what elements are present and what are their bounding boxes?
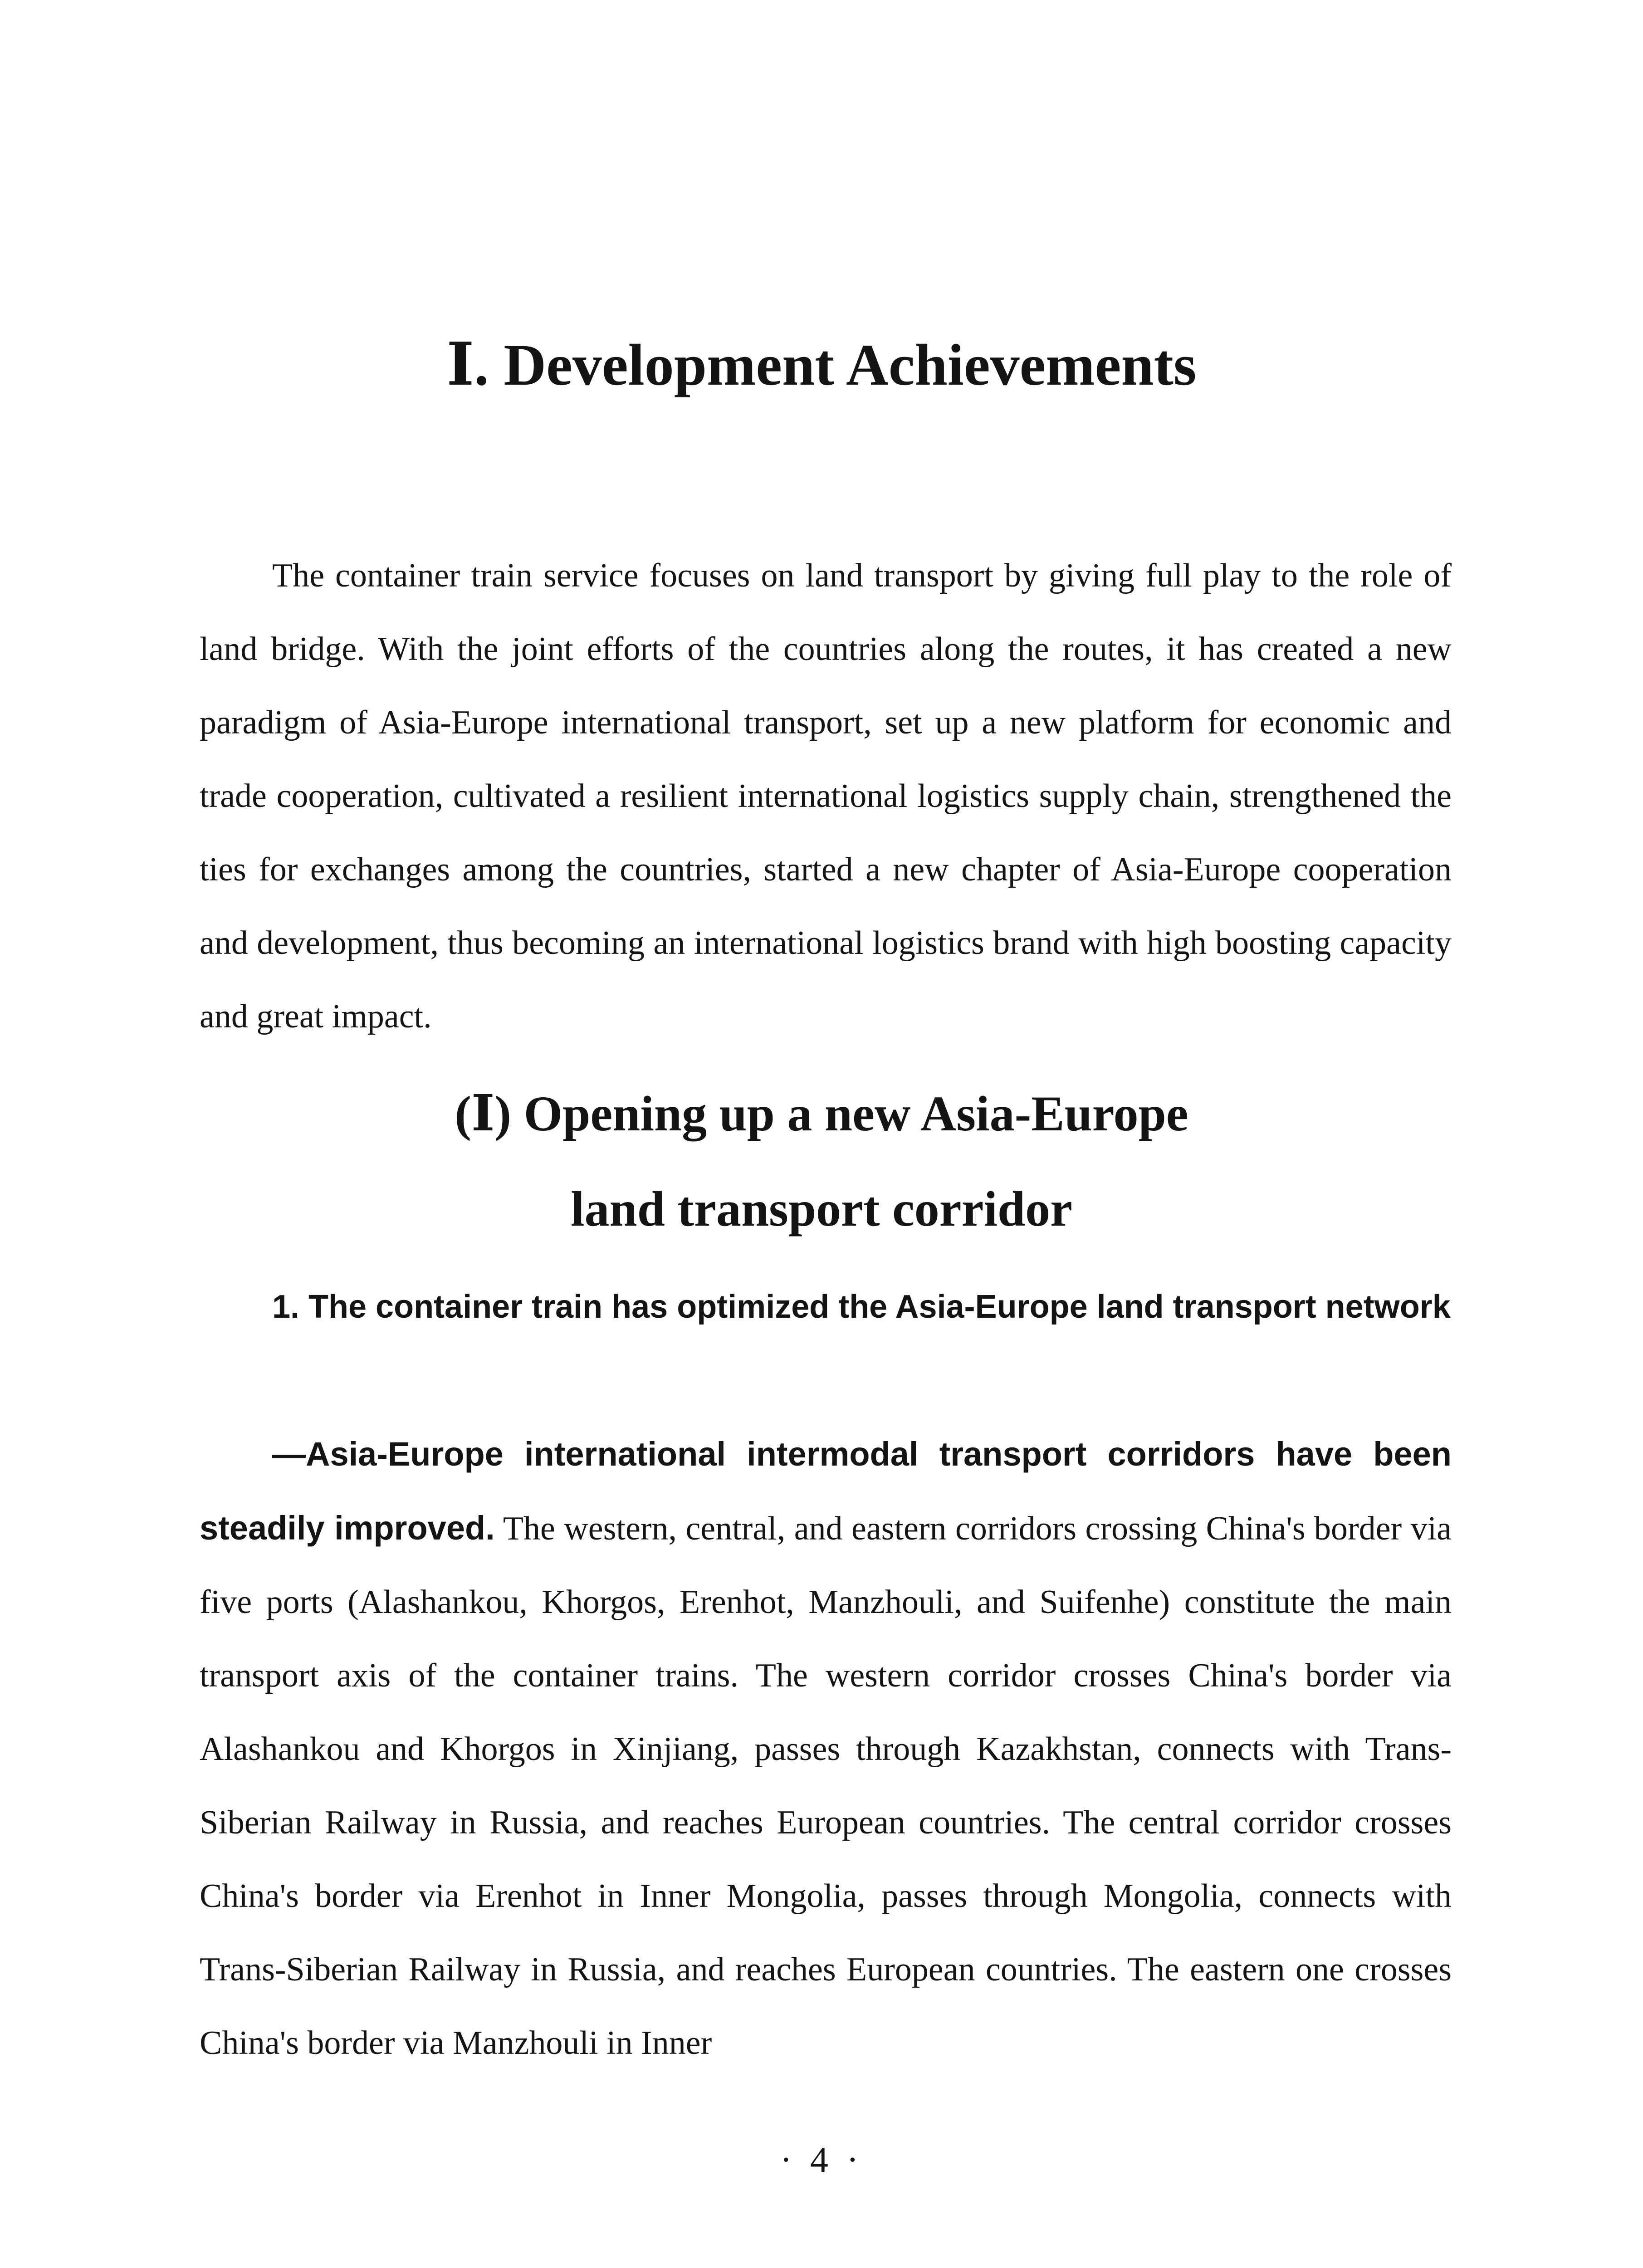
subsection-heading: 1. The container train has optimized the Asia-Europe land transport network	[272, 1289, 1451, 1325]
section-title-line-1: (Ⅰ) Opening up a new Asia-Europe	[455, 1086, 1188, 1141]
section-title	[0, 1066, 1643, 1256]
paragraph-text: The western, central, and eastern corridors crossing China's border via five ports (Alashankou, Khorgos, Erenhot, Manzhouli, and Suifenhe) constitute the main transport axis of the container trains. The western corridor crosses China's border via Alashankou and Khorgos in Xinjiang, passes through Kazakhstan, connects with Trans-Siberian Railway in Russia, and reaches European countries. The central corridor crosses China's border via Erenhot in Inner Mongolia, passes through Mongolia, connects with Trans-Siberian Railway in Russia, and reaches European countries. The eastern one crosses China's border via Manzhouli in Inner	[200, 1510, 1452, 2062]
section-title-line-2: land transport corridor	[570, 1181, 1072, 1237]
chapter-title: Ⅰ. Development Achievements	[446, 332, 1197, 398]
paragraph-lead: —Asia-Europe international intermodal transport corridors have been steadily improved.	[200, 1435, 1452, 1547]
page-number: · 4 ·	[780, 2140, 863, 2180]
body-paragraph	[200, 1418, 1452, 2080]
intro-paragraph: The container train service focuses on land transport by giving full play to the role of land bridge. With the joint efforts of the countries along the routes, it has created a new paradigm of Asia-Europe international transport, set up a new platform for economic and trade cooperation, cultivated a resilient international logistics supply chain, strengthened the ties for exchanges among the countries, started a new chapter of Asia-Europe cooperation and development, thus becoming an international logistics brand with high boosting capacity and great impact.	[200, 557, 1452, 1035]
